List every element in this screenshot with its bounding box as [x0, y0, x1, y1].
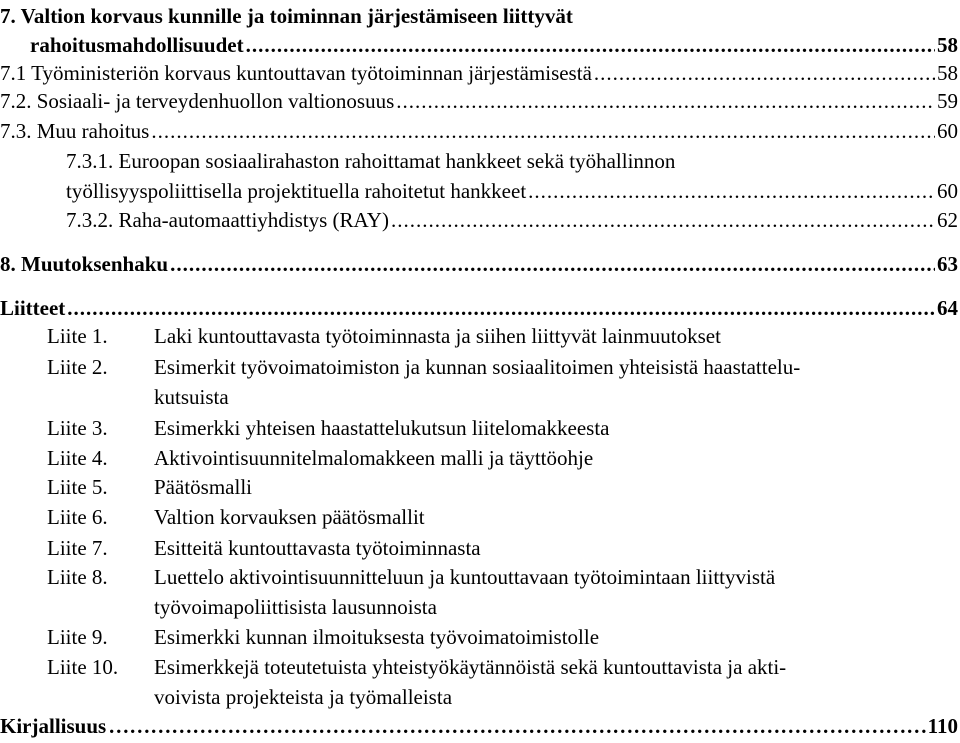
appendix-number: Liite 5. [47, 475, 108, 499]
toc-page-number: 60 [937, 179, 958, 203]
toc-entry-liitteet[interactable] [0, 293, 958, 323]
appendix-number: Liite 8. [47, 565, 108, 589]
appendix-title[interactable]: Päätösmalli [154, 475, 252, 499]
appendix-title-continued[interactable]: työvoimapoliittisista lausunnoista [154, 595, 437, 619]
toc-entry-title: 7.1 Työministeriön korvaus kuntouttavan työtoiminnan järjestämisestä [0, 61, 592, 85]
toc-page-number: 63 [937, 252, 958, 276]
toc-page-number: 62 [937, 208, 958, 232]
appendix-number: Liite 9. [47, 625, 108, 649]
toc-page-number: 64 [937, 296, 958, 320]
appendix-number: Liite 7. [47, 536, 108, 560]
toc-entry-7-3-2[interactable] [66, 205, 958, 235]
toc-entry-title: 7.3. Muu rahoitus [0, 119, 150, 143]
toc-page-number: 110 [927, 714, 958, 738]
appendix-title[interactable]: Esimerkki yhteisen haastattelukutsun liitelomakkeesta [154, 416, 610, 440]
toc-entry-title: 8. Muutoksenhaku [0, 252, 169, 276]
appendix-title-continued[interactable]: voivista projekteista ja työmalleista [154, 685, 453, 709]
dot-leader [594, 58, 935, 88]
appendix-title[interactable]: Esimerkki kunnan ilmoituksesta työvoimatoimistolle [154, 625, 600, 649]
dot-leader [246, 30, 935, 60]
appendix-title-continued[interactable]: kutsuista [154, 385, 229, 409]
appendix-number: Liite 6. [47, 505, 108, 529]
toc-entry-title: 7.2. Sosiaali- ja terveydenhuollon valtionosuus [0, 89, 395, 113]
dot-leader [108, 711, 925, 741]
dot-leader [170, 249, 935, 279]
toc-section-7-title: 7. Valtion korvaus kunnille ja toiminnan järjestämiseen liittyvät [0, 4, 573, 28]
toc-entry-7-3-1[interactable] [66, 176, 958, 206]
dot-leader [67, 293, 935, 323]
appendix-number: Liite 4. [47, 446, 108, 470]
appendix-title[interactable]: Esimerkit työvoimatoimiston ja kunnan sosiaalitoimen yhteisistä haastattelu- [154, 355, 801, 379]
toc-entry-title: työllisyyspoliittisella projektituella rahoitetut hankkeet [66, 179, 527, 203]
toc-page-number: 58 [937, 33, 958, 57]
toc-entry-7-3[interactable] [0, 116, 958, 146]
appendix-number: Liite 10. [47, 655, 119, 679]
toc-entry-title: rahoitusmahdollisuudet [30, 33, 244, 57]
appendix-title[interactable]: Luettelo aktivointisuunnitteluun ja kuntouttavaan työtoimintaan liittyvistä [154, 565, 776, 589]
dot-leader [396, 86, 935, 116]
toc-page-number: 58 [937, 61, 958, 85]
dot-leader [151, 116, 935, 146]
toc-page-number: 60 [937, 119, 958, 143]
toc-page-number: 59 [937, 89, 958, 113]
appendix-number: Liite 3. [47, 416, 108, 440]
dot-leader [528, 176, 935, 206]
appendix-title[interactable]: Laki kuntouttavasta työtoiminnasta ja siihen liittyvät lainmuutokset [154, 324, 721, 348]
appendix-title[interactable]: Esitteitä kuntouttavasta työtoiminnasta [154, 536, 481, 560]
dot-leader [391, 205, 935, 235]
toc-entry-7-2[interactable] [0, 86, 958, 116]
toc-entry-section-7[interactable] [30, 30, 958, 60]
toc-entry-kirjallisuus[interactable] [0, 711, 958, 741]
toc-entry-title: Kirjallisuus [0, 714, 107, 738]
toc-entry-title: Liitteet [0, 296, 66, 320]
toc-entry-title: 7.3.2. Raha-automaattiyhdistys (RAY) [66, 208, 389, 232]
appendix-title[interactable]: Valtion korvauksen päätösmallit [154, 505, 425, 529]
appendix-title[interactable]: Aktivointisuunnitelmalomakkeen malli ja täyttöohje [154, 446, 594, 470]
appendix-number: Liite 2. [47, 355, 108, 379]
appendix-number: Liite 1. [47, 324, 108, 348]
toc-entry-7-1[interactable] [0, 58, 958, 88]
toc-entry-7-3-1-title-line1: 7.3.1. Euroopan sosiaalirahaston rahoittamat hankkeet sekä työhallinnon [66, 149, 676, 173]
appendix-title[interactable]: Esimerkkejä toteutetuista yhteistyökäytännöistä sekä kuntouttavista ja akti- [154, 655, 787, 679]
toc-entry-section-8[interactable] [0, 249, 958, 279]
